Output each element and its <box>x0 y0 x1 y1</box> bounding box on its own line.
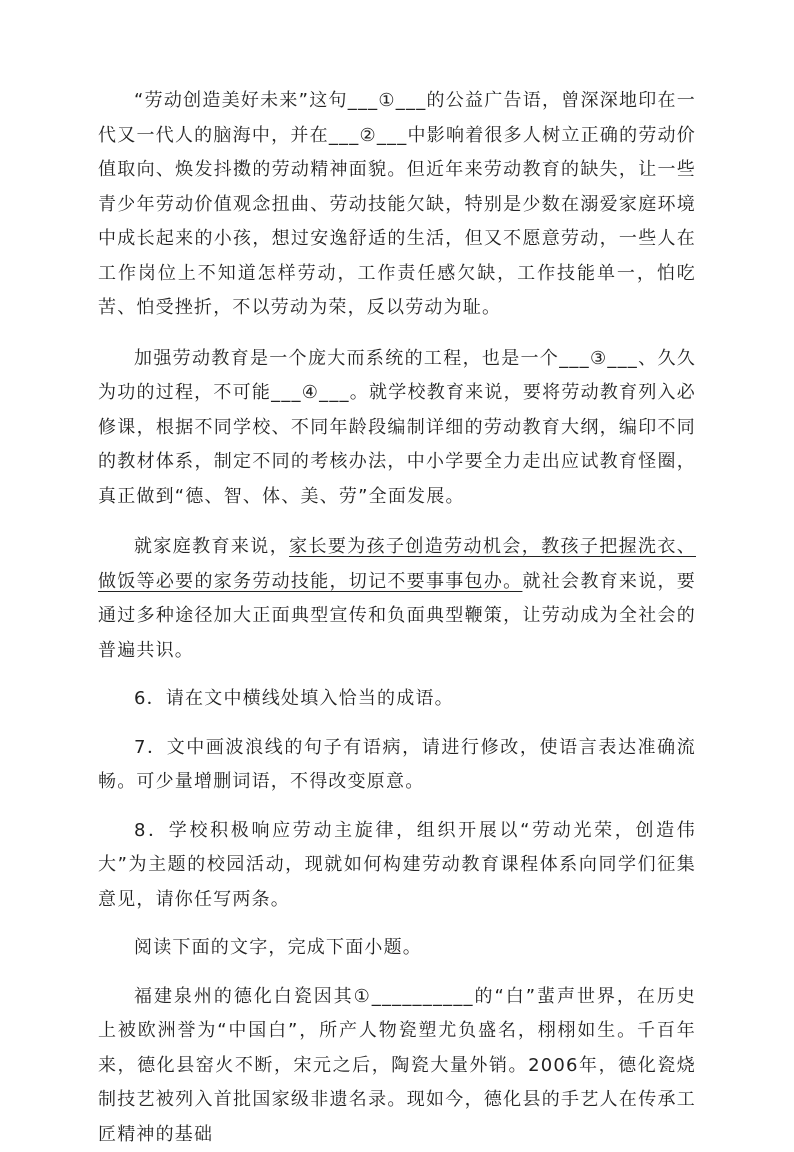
question-8: 8．学校积极响应劳动主旋律，组织开展以“劳动光荣，创造伟大”为主题的校园活动，现就如何构建劳动教育课程体系向同学们征集意见，请你任写两条。 <box>98 814 696 918</box>
paragraph-3-lead: 就家庭教育来说， <box>134 536 289 557</box>
passage1-paragraph-2: 加强劳动教育是一个庞大而系统的工程，也是一个___③___、久久为功的过程，不可能___④___。就学校教育来说，要将劳动教育列入必修课，根据不同学校、不同年龄段编制详细的劳动教育大纲，编印不同的教材体系，制定不同的考核办法，中小学要全力走出应试教育怪圈，真正做到“德、智、体、美、劳”全面发展。 <box>98 342 696 515</box>
passage2-paragraph-1: 福建泉州的德化白瓷因其①__________的“白”蜚声世界，在历史上被欧洲誉为“中国白”，所产人物瓷塑尤负盛名，栩栩如生。千百年来，德化县窑火不断，宋元之后，陶瓷大量外销。2006年，德化瓷烧制技艺被列入首批国家级非遗名录。现如今，德化县的手艺人在传承工匠精神的基础 <box>98 980 696 1152</box>
question-6: 6．请在文中横线处填入恰当的成语。 <box>98 682 696 717</box>
wavy-underlined-sentence: 家长要为孩子创造劳动机会，教孩子把握洗衣、做饭等必要的家务劳动技能，切记不要事事包办。 <box>98 536 696 592</box>
question-7: 7．文中画波浪线的句子有语病，请进行修改，使语言表达准确流畅。可少量增删词语，不得改变原意。 <box>98 731 696 800</box>
passage1-paragraph-3 <box>98 530 696 668</box>
passage1-paragraph-1: “劳动创造美好未来”这句___①___的公益广告语，曾深深地印在一代又一代人的脑海中，并在___②___中影响着很多人树立正确的劳动价值取向、焕发抖擞的劳动精神面貌。但近年来劳动教育的缺失，让一些青少年劳动价值观念扭曲、劳动技能欠缺，特别是少数在溺爱家庭环境中成长起来的小孩，想过安逸舒适的生活，但又不愿意劳动，一些人在工作岗位上不知道怎样劳动，工作责任感欠缺，工作技能单一，怕吃苦、怕受挫折，不以劳动为荣，反以劳动为耻。 <box>98 84 696 326</box>
passage2-intro: 阅读下面的文字，完成下面小题。 <box>98 931 696 966</box>
paragraph-3-tail: 就社会教育来说，要通过多种途径加大正面典型宣传和负面典型鞭策，让劳动成为全社会的普遍共识。 <box>98 571 696 661</box>
